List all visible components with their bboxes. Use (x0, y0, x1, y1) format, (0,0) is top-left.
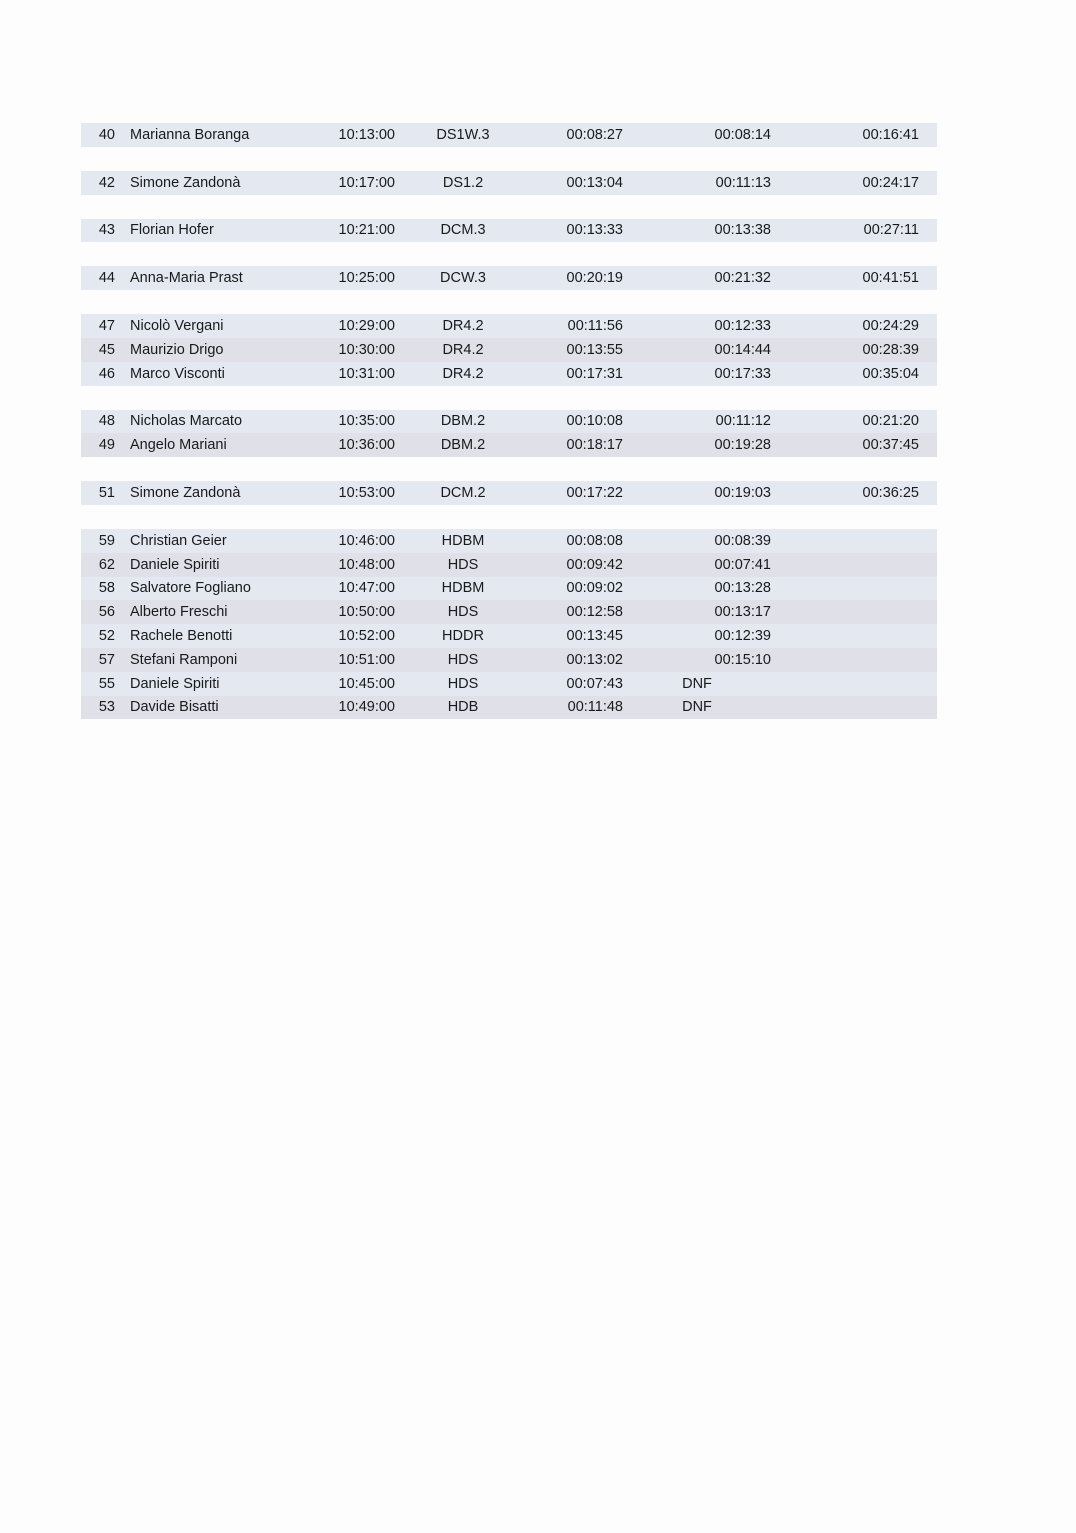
athlete-name-cell: Christian Geier (130, 532, 227, 549)
table-row (81, 171, 937, 195)
result-group (81, 171, 937, 195)
total-time-cell: 00:36:25 (862, 485, 919, 502)
category-cell: DCM.2 (440, 485, 486, 502)
category-cell: HDBM (441, 532, 485, 549)
table-row (81, 696, 937, 720)
result-group (81, 481, 937, 505)
run-1-time-cell: 00:12:58 (566, 604, 623, 621)
run-2-time-cell: DNF (682, 699, 712, 716)
bib-number-cell: 53 (98, 699, 115, 716)
total-time-cell: 00:28:39 (862, 341, 919, 358)
run-2-time-cell: 00:08:14 (714, 126, 771, 143)
start-time-cell: 10:25:00 (338, 270, 395, 287)
category-cell: DR4.2 (442, 341, 484, 358)
category-cell: DS1.2 (442, 174, 484, 191)
start-time-cell: 10:48:00 (338, 556, 395, 573)
run-2-time-cell: 00:12:39 (714, 628, 771, 645)
run-1-time-cell: 00:13:04 (566, 174, 623, 191)
start-time-cell: 10:36:00 (338, 437, 395, 454)
athlete-name-cell: Marianna Boranga (130, 126, 250, 143)
run-2-time-cell: 00:08:39 (714, 532, 771, 549)
run-1-time-cell: 00:13:45 (566, 628, 623, 645)
bib-number-cell: 52 (98, 628, 115, 645)
start-time-cell: 10:45:00 (338, 675, 395, 692)
category-cell: HDDR (442, 628, 484, 645)
start-time-cell: 10:29:00 (338, 318, 395, 335)
start-time-cell: 10:46:00 (338, 532, 395, 549)
table-row (81, 648, 937, 672)
run-1-time-cell: 00:09:42 (566, 556, 623, 573)
athlete-name-cell: Stefani Ramponi (130, 651, 238, 668)
total-time-cell: 00:27:11 (863, 222, 919, 239)
athlete-name-cell: Daniele Spiriti (130, 556, 220, 573)
run-2-time-cell: 00:21:32 (714, 270, 771, 287)
start-time-cell: 10:31:00 (338, 365, 395, 382)
table-row (81, 362, 937, 386)
run-1-time-cell: 00:17:22 (566, 485, 623, 502)
bib-number-cell: 46 (98, 365, 115, 382)
table-row (81, 672, 937, 696)
bib-number-cell: 62 (98, 556, 115, 573)
table-row (81, 529, 937, 553)
bib-number-cell: 42 (98, 174, 115, 191)
total-time-cell: 00:35:04 (862, 365, 919, 382)
start-time-cell: 10:21:00 (338, 222, 395, 239)
athlete-name-cell: Rachele Benotti (130, 628, 233, 645)
run-2-time-cell: 00:12:33 (714, 318, 771, 335)
total-time-cell: 00:21:20 (862, 413, 919, 430)
category-cell: DCW.3 (440, 270, 486, 287)
run-2-time-cell: 00:17:33 (714, 365, 771, 382)
result-group (81, 529, 937, 719)
run-1-time-cell: 00:20:19 (566, 270, 623, 287)
bib-number-cell: 45 (98, 341, 115, 358)
category-cell: HDBM (441, 580, 485, 597)
start-time-cell: 10:30:00 (338, 341, 395, 358)
athlete-name-cell: Alberto Freschi (130, 604, 228, 621)
run-1-time-cell: 00:11:48 (567, 699, 623, 716)
run-1-time-cell: 00:13:02 (566, 651, 623, 668)
category-cell: DR4.2 (442, 318, 484, 335)
bib-number-cell: 47 (98, 318, 115, 335)
athlete-name-cell: Marco Visconti (130, 365, 225, 382)
run-2-time-cell: 00:19:28 (714, 437, 771, 454)
bib-number-cell: 58 (98, 580, 115, 597)
run-1-time-cell: 00:18:17 (566, 437, 623, 454)
table-row (81, 219, 937, 243)
table-row (81, 314, 937, 338)
total-time-cell: 00:24:17 (862, 174, 919, 191)
total-time-cell: 00:41:51 (862, 270, 919, 287)
bib-number-cell: 51 (98, 485, 115, 502)
run-1-time-cell: 00:09:02 (566, 580, 623, 597)
start-time-cell: 10:47:00 (338, 580, 395, 597)
category-cell: HDB (447, 699, 479, 716)
table-row (81, 266, 937, 290)
run-1-time-cell: 00:08:08 (566, 532, 623, 549)
athlete-name-cell: Daniele Spiriti (130, 675, 220, 692)
run-2-time-cell: 00:13:28 (714, 580, 771, 597)
table-row (81, 553, 937, 577)
start-time-cell: 10:49:00 (338, 699, 395, 716)
category-cell: DBM.2 (440, 413, 486, 430)
athlete-name-cell: Maurizio Drigo (130, 341, 224, 358)
result-group (81, 123, 937, 147)
start-time-cell: 10:17:00 (338, 174, 395, 191)
total-time-cell: 00:37:45 (862, 437, 919, 454)
category-cell: HDS (447, 604, 479, 621)
athlete-name-cell: Salvatore Fogliano (130, 580, 251, 597)
category-cell: HDS (447, 675, 479, 692)
result-group (81, 266, 937, 290)
category-cell: DS1W.3 (436, 126, 490, 143)
category-cell: HDS (447, 651, 479, 668)
result-group (81, 219, 937, 243)
category-cell: DR4.2 (442, 365, 484, 382)
athlete-name-cell: Simone Zandonà (130, 174, 241, 191)
bib-number-cell: 55 (98, 675, 115, 692)
bib-number-cell: 49 (98, 437, 115, 454)
table-row (81, 433, 937, 457)
result-group (81, 410, 937, 458)
run-2-time-cell: 00:14:44 (714, 341, 771, 358)
athlete-name-cell: Nicholas Marcato (130, 413, 243, 430)
run-2-time-cell: 00:11:12 (715, 413, 771, 430)
run-2-time-cell: 00:13:17 (714, 604, 771, 621)
table-row (81, 600, 937, 624)
run-2-time-cell: 00:19:03 (714, 485, 771, 502)
athlete-name-cell: Anna-Maria Prast (130, 270, 243, 287)
category-cell: DCM.3 (440, 222, 486, 239)
run-1-time-cell: 00:11:56 (567, 318, 623, 335)
table-row (81, 123, 937, 147)
run-1-time-cell: 00:13:55 (566, 341, 623, 358)
start-time-cell: 10:53:00 (338, 485, 395, 502)
athlete-name-cell: Angelo Mariani (130, 437, 227, 454)
run-2-time-cell: 00:11:13 (715, 174, 771, 191)
run-2-time-cell: 00:15:10 (714, 651, 771, 668)
bib-number-cell: 43 (98, 222, 115, 239)
table-row (81, 577, 937, 601)
category-cell: HDS (447, 556, 479, 573)
run-2-time-cell: 00:07:41 (714, 556, 771, 573)
athlete-name-cell: Florian Hofer (130, 222, 214, 239)
bib-number-cell: 57 (98, 651, 115, 668)
athlete-name-cell: Simone Zandonà (130, 485, 241, 502)
start-time-cell: 10:50:00 (338, 604, 395, 621)
start-time-cell: 10:35:00 (338, 413, 395, 430)
start-time-cell: 10:52:00 (338, 628, 395, 645)
bib-number-cell: 48 (98, 413, 115, 430)
athlete-name-cell: Nicolò Vergani (130, 318, 224, 335)
start-time-cell: 10:13:00 (338, 126, 395, 143)
total-time-cell: 00:16:41 (862, 126, 919, 143)
table-row (81, 624, 937, 648)
run-1-time-cell: 00:07:43 (566, 675, 623, 692)
run-1-time-cell: 00:17:31 (566, 365, 623, 382)
total-time-cell: 00:24:29 (862, 318, 919, 335)
table-row (81, 410, 937, 434)
bib-number-cell: 40 (98, 126, 115, 143)
category-cell: DBM.2 (440, 437, 486, 454)
result-group (81, 314, 937, 385)
table-row (81, 338, 937, 362)
run-2-time-cell: 00:13:38 (714, 222, 771, 239)
bib-number-cell: 44 (98, 270, 115, 287)
run-1-time-cell: 00:08:27 (566, 126, 623, 143)
start-time-cell: 10:51:00 (338, 651, 395, 668)
run-1-time-cell: 00:13:33 (566, 222, 623, 239)
bib-number-cell: 56 (98, 604, 115, 621)
table-row (81, 481, 937, 505)
run-1-time-cell: 00:10:08 (566, 413, 623, 430)
results-table (81, 123, 937, 743)
athlete-name-cell: Davide Bisatti (130, 699, 219, 716)
bib-number-cell: 59 (98, 532, 115, 549)
run-2-time-cell: DNF (682, 675, 712, 692)
